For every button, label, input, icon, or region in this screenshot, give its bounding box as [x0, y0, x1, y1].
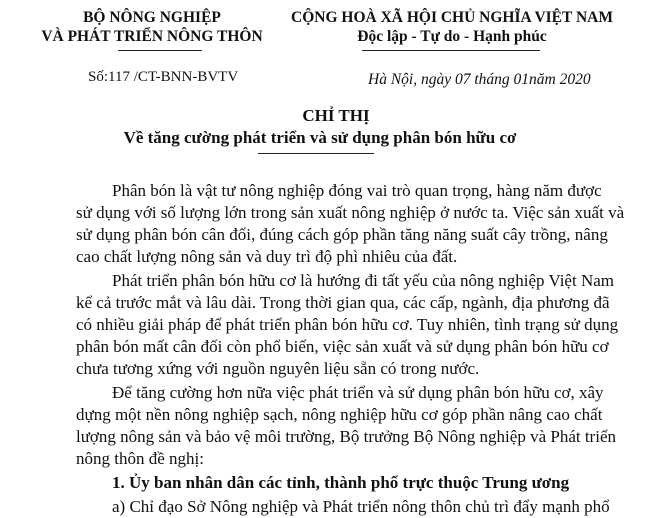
paragraph-line: sử dụng phân bón cân đối, đúng cách góp phần tăng năng suất cây trồng, nâng: [76, 225, 608, 244]
paragraph-line: sử dụng với số lượng lớn trong sản xuất nông nghiệp ở nước ta. Việc sản xuất và: [76, 203, 625, 222]
paragraph-line: Phát triển phân bón hữu cơ là hướng đi tất yếu của nông nghiệp Việt Nam: [112, 271, 614, 290]
ministry-name-line1: BỘ NÔNG NGHIỆP: [83, 9, 221, 26]
paragraph-line: cao chất lượng nông sản và duy trì độ phì nhiêu của đất.: [76, 247, 458, 266]
ministry-underline: [118, 50, 202, 51]
section-heading: 1. Ủy ban nhân dân các tỉnh, thành phố trực thuộc Trung ương: [112, 473, 570, 492]
paragraph-line-partial: a) Chỉ đạo Sở Nông nghiệp và Phát triển nông thôn chủ trì đẩy mạnh phổ: [112, 497, 610, 516]
document-number: Số:117 /CT-BNN-BVTV: [88, 69, 239, 85]
paragraph-line: Để tăng cường hơn nữa việc phát triển và sử dụng phân bón hữu cơ, xây: [112, 383, 604, 402]
paragraph-line: nông thôn đề nghị:: [76, 449, 204, 468]
paragraph-line: Phân bón là vật tư nông nghiệp đóng vai trò quan trọng, hàng năm được: [112, 181, 602, 200]
national-motto: Độc lập - Tự do - Hạnh phúc: [357, 28, 547, 45]
place-and-date: Hà Nội, ngày 07 tháng 01năm 2020: [368, 71, 591, 88]
paragraph-line: kể cả trước mắt và lâu dài. Trong thời gian qua, các cấp, ngành, địa phương đã: [76, 293, 610, 312]
paragraph-line: lượng nông sản và bảo vệ môi trường, Bộ trưởng Bộ Nông nghiệp và Phát triển: [76, 427, 616, 446]
document-type-title: CHỈ THỊ: [302, 106, 370, 125]
paragraph-line: phân bón mất cân đối còn phổ biến, việc sản xuất và sử dụng phân bón hữu cơ: [76, 337, 609, 356]
paragraph-line: dựng một nền nông nghiệp sạch, nông nghiệp hữu cơ góp phần nâng cao chất: [76, 405, 603, 424]
country-name: CỘNG HOÀ XÃ HỘI CHỦ NGHĨA VIỆT NAM: [291, 9, 613, 26]
subject-underline: [258, 153, 374, 154]
document-subject: Về tăng cường phát triển và sử dụng phân bón hữu cơ: [123, 128, 517, 147]
paragraph-line: chưa tương xứng với nguồn nguyên liệu sẵn có trong nước.: [76, 359, 480, 378]
ministry-name-line2: VÀ PHÁT TRIỂN NÔNG THÔN: [41, 28, 263, 45]
motto-underline: [362, 50, 540, 51]
paragraph-line: có nhiều giải pháp để phát triển phân bón hữu cơ. Tuy nhiên, tình trạng sử dụng: [76, 315, 619, 334]
